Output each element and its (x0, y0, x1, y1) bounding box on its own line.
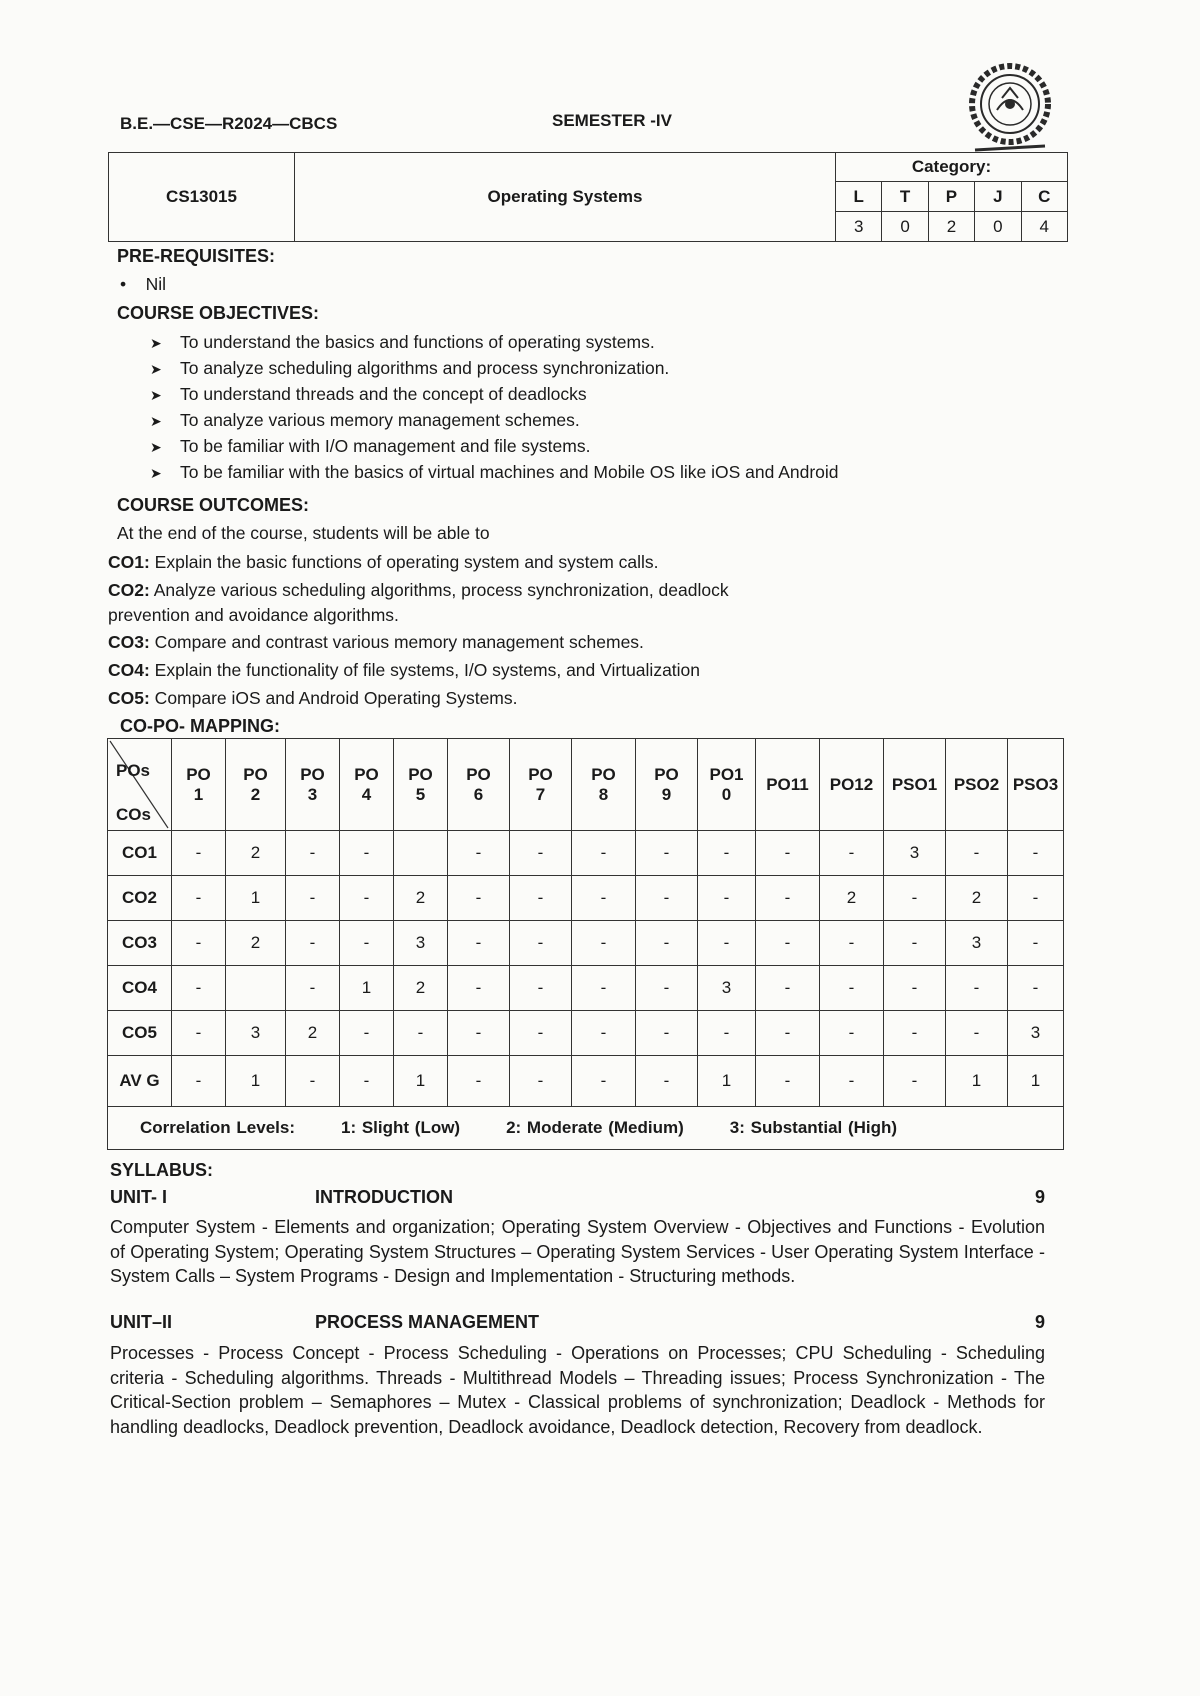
outcome-item: CO1: Explain the basic functions of operating system and system calls. (108, 552, 659, 572)
ltpjc-value: 0 (882, 212, 928, 242)
po-column-header: PO1 0 (698, 739, 756, 831)
table-cell (394, 831, 448, 876)
table-cell: - (698, 831, 756, 876)
table-cell: - (172, 1056, 226, 1107)
pos-label: POs (116, 761, 151, 780)
list-item: ➤ To analyze various memory management schemes. (150, 410, 580, 430)
po-column-header: PSO1 (884, 739, 946, 831)
table-cell: - (636, 1011, 698, 1056)
table-cell: - (756, 921, 820, 966)
list-item: ➤ To understand the basics and functions of operating systems. (150, 332, 655, 352)
table-cell: - (756, 1056, 820, 1107)
table-cell: - (448, 1011, 510, 1056)
legend-row (108, 1107, 1064, 1150)
arrow-bullet-icon: ➤ (150, 387, 162, 403)
table-cell: - (340, 1056, 394, 1107)
list-item: ➤ To be familiar with I/O management and file systems. (150, 436, 591, 456)
table-cell: - (884, 921, 946, 966)
list-item: ➤ To be familiar with the basics of virtual machines and Mobile OS like iOS and Android (150, 462, 839, 482)
prerequisites-heading: PRE-REQUISITES: (117, 246, 276, 266)
outcome-item: CO3: Compare and contrast various memory management schemes. (108, 632, 644, 652)
prerequisite-text: Nil (145, 274, 167, 294)
table-cell: 3 (698, 966, 756, 1011)
unit-number: UNIT–II (110, 1312, 173, 1332)
table-cell: - (698, 921, 756, 966)
outcome-item: CO5: Compare iOS and Android Operating Systems. (108, 688, 518, 708)
programme-label: B.E.—CSE—R2024—CBCS (120, 114, 338, 133)
ltpjc-value: 2 (928, 212, 974, 242)
table-cell: - (946, 831, 1008, 876)
table-header-row (108, 739, 1064, 831)
row-label: CO4 (108, 966, 172, 1011)
unit-hours: 9 (1034, 1312, 1045, 1332)
po-column-header: PO 7 (510, 739, 572, 831)
table-cell: - (572, 921, 636, 966)
table-cell: - (510, 831, 572, 876)
po-column-header: PO 5 (394, 739, 448, 831)
table-row (108, 1056, 1064, 1107)
table-cell: - (340, 1011, 394, 1056)
ltpjc-header: L (836, 182, 882, 212)
ltpjc-header: C (1021, 182, 1067, 212)
table-cell: - (572, 966, 636, 1011)
table-cell: - (510, 966, 572, 1011)
syllabus-heading: SYLLABUS: (110, 1160, 213, 1180)
table-cell: - (448, 1056, 510, 1107)
table-cell: - (636, 1056, 698, 1107)
objectives-list (150, 332, 839, 488)
table-cell: - (510, 1056, 572, 1107)
course-info-table (108, 152, 1068, 242)
table-cell: - (172, 876, 226, 921)
objectives-heading: COURSE OBJECTIVES: (117, 303, 320, 323)
row-label: CO2 (108, 876, 172, 921)
outcome-item-continued: prevention and avoidance algorithms. (108, 605, 399, 625)
table-cell: - (286, 921, 340, 966)
table-cell: - (756, 831, 820, 876)
ltpjc-value: 3 (836, 212, 882, 242)
table-cell: 1 (1008, 1056, 1064, 1107)
table-cell: - (572, 1011, 636, 1056)
outcomes-heading: COURSE OUTCOMES: (117, 495, 310, 515)
table-cell: - (698, 1011, 756, 1056)
arrow-bullet-icon: ➤ (150, 465, 162, 481)
correlation-legend (108, 1107, 1064, 1150)
table-cell: - (172, 966, 226, 1011)
table-cell: - (448, 966, 510, 1011)
legend-medium: 2: Moderate (Medium) (506, 1118, 684, 1137)
table-cell: - (172, 921, 226, 966)
table-cell: - (820, 831, 884, 876)
outcomes-intro: At the end of the course, students will be able to (117, 523, 490, 543)
unit-title: INTRODUCTION (315, 1187, 453, 1207)
table-cell: 3 (1008, 1011, 1064, 1056)
unit-hours: 9 (1034, 1187, 1045, 1207)
table-row (108, 876, 1064, 921)
table-cell: - (820, 1056, 884, 1107)
table-cell: 1 (394, 1056, 448, 1107)
po-column-header: PO 6 (448, 739, 510, 831)
table-cell: - (698, 876, 756, 921)
unit-title: PROCESS MANAGEMENT (315, 1312, 540, 1332)
po-column-header: PSO2 (946, 739, 1008, 831)
table-cell: - (820, 1011, 884, 1056)
row-label: CO3 (108, 921, 172, 966)
legend-title: Correlation Levels: (140, 1118, 295, 1137)
table-cell: 2 (226, 831, 286, 876)
po-column-header: PO12 (820, 739, 884, 831)
table-cell: 2 (946, 876, 1008, 921)
table-cell: 2 (226, 921, 286, 966)
table-cell: - (510, 1011, 572, 1056)
prerequisite-item (120, 274, 166, 295)
outcome-item: CO4: Explain the functionality of file systems, I/O systems, and Virtualization (108, 660, 701, 680)
unit-header (110, 1312, 1045, 1336)
table-cell: 2 (394, 876, 448, 921)
table-cell: - (1008, 876, 1064, 921)
table-cell: 3 (946, 921, 1008, 966)
po-column-header: PO11 (756, 739, 820, 831)
unit-number: UNIT- I (110, 1187, 167, 1207)
arrow-bullet-icon: ➤ (150, 439, 162, 455)
co-po-mapping-table (107, 738, 1064, 1150)
unit-content: Processes - Process Concept - Process Scheduling - Operations on Processes; CPU Scheduling - Scheduling criteria - Scheduling algorithms. Threads - Multithread Models – Threading issues; Process Synchronization - The Critical-Section problem – Semaphores – Mutex - Classical problems of synchronization; Deadlock - Methods for handling deadlocks, Deadlock prevention, Deadlock avoidance, Deadlock detection, Recovery from deadlock. (110, 1343, 1045, 1437)
table-cell: - (756, 1011, 820, 1056)
table-cell: - (1008, 921, 1064, 966)
course-title: Operating Systems (295, 153, 836, 242)
table-cell: 3 (394, 921, 448, 966)
po-column-header: PO 4 (340, 739, 394, 831)
table-cell: 1 (226, 1056, 286, 1107)
table-cell: - (572, 876, 636, 921)
table-row (108, 921, 1064, 966)
table-cell: - (286, 1056, 340, 1107)
institution-seal-icon (955, 58, 1065, 158)
table-cell: - (756, 876, 820, 921)
table-cell: - (172, 831, 226, 876)
legend-high: 3: Substantial (High) (729, 1118, 898, 1137)
list-item: ➤ To analyze scheduling algorithms and process synchronization. (150, 358, 670, 378)
table-cell: - (510, 921, 572, 966)
table-cell: - (448, 831, 510, 876)
table-cell: - (340, 831, 394, 876)
table-cell: 2 (820, 876, 884, 921)
table-cell: - (884, 1011, 946, 1056)
ltpjc-value: 0 (975, 212, 1021, 242)
po-column-header: PO 1 (172, 739, 226, 831)
category-label: Category: (836, 153, 1068, 182)
table-cell: - (636, 921, 698, 966)
row-label: AV G (108, 1056, 172, 1107)
table-cell: - (572, 1056, 636, 1107)
po-column-header: PO 8 (572, 739, 636, 831)
ltpjc-value: 4 (1021, 212, 1067, 242)
table-cell: - (448, 921, 510, 966)
po-column-header: PO 2 (226, 739, 286, 831)
table-cell: - (286, 876, 340, 921)
row-label: CO1 (108, 831, 172, 876)
table-cell: - (636, 831, 698, 876)
table-cell: - (286, 831, 340, 876)
table-cell: - (884, 876, 946, 921)
row-label: CO5 (108, 1011, 172, 1056)
table-cell: - (820, 966, 884, 1011)
unit-content: Computer System - Elements and organization; Operating System Overview - Objectives and Functions - Evolution of Operating System; Operating System Structures – Operating System Services - User Operating System Interface - System Calls – System Programs - Design and Implementation - Structuring methods. (110, 1217, 1045, 1286)
legend-low: 1: Slight (Low) (341, 1118, 461, 1137)
table-cell: - (286, 966, 340, 1011)
table-cell: - (884, 1056, 946, 1107)
table-cell: 1 (698, 1056, 756, 1107)
table-cell (226, 966, 286, 1011)
mapping-heading: CO-PO- MAPPING: (120, 716, 280, 736)
table-cell: - (448, 876, 510, 921)
table-cell: 2 (286, 1011, 340, 1056)
arrow-bullet-icon: ➤ (150, 361, 162, 377)
arrow-bullet-icon: ➤ (150, 413, 162, 429)
ltpjc-header: T (882, 182, 928, 212)
corner-header (108, 739, 172, 831)
table-cell: 3 (884, 831, 946, 876)
table-cell: - (1008, 966, 1064, 1011)
table-cell: - (340, 921, 394, 966)
table-cell: 1 (340, 966, 394, 1011)
table-row (108, 966, 1064, 1011)
po-column-header: PSO3 (1008, 739, 1064, 831)
table-row (108, 1011, 1064, 1056)
list-item: ➤ To understand threads and the concept of deadlocks (150, 384, 587, 404)
bullet-icon: • (120, 274, 127, 294)
semester-label: SEMESTER -IV (552, 111, 672, 130)
table-cell: - (340, 876, 394, 921)
unit-header (110, 1187, 1045, 1211)
table-cell: - (636, 966, 698, 1011)
table-cell: - (820, 921, 884, 966)
course-code: CS13015 (109, 153, 295, 242)
table-cell: - (884, 966, 946, 1011)
ltpjc-header: P (928, 182, 974, 212)
table-cell: - (946, 966, 1008, 1011)
table-cell: 1 (226, 876, 286, 921)
ltpjc-header: J (975, 182, 1021, 212)
cos-label: COs (116, 805, 151, 824)
table-cell: - (394, 1011, 448, 1056)
table-cell: - (1008, 831, 1064, 876)
table-cell: 2 (394, 966, 448, 1011)
table-cell: - (756, 966, 820, 1011)
outcome-item: CO2: Analyze various scheduling algorithms, process synchronization, deadlock (108, 580, 729, 600)
table-cell: - (946, 1011, 1008, 1056)
po-column-header: PO 9 (636, 739, 698, 831)
table-cell: - (510, 876, 572, 921)
table-cell: 3 (226, 1011, 286, 1056)
table-cell: - (572, 831, 636, 876)
table-row (108, 831, 1064, 876)
table-cell: - (172, 1011, 226, 1056)
arrow-bullet-icon: ➤ (150, 335, 162, 351)
table-cell: 1 (946, 1056, 1008, 1107)
po-column-header: PO 3 (286, 739, 340, 831)
table-cell: - (636, 876, 698, 921)
